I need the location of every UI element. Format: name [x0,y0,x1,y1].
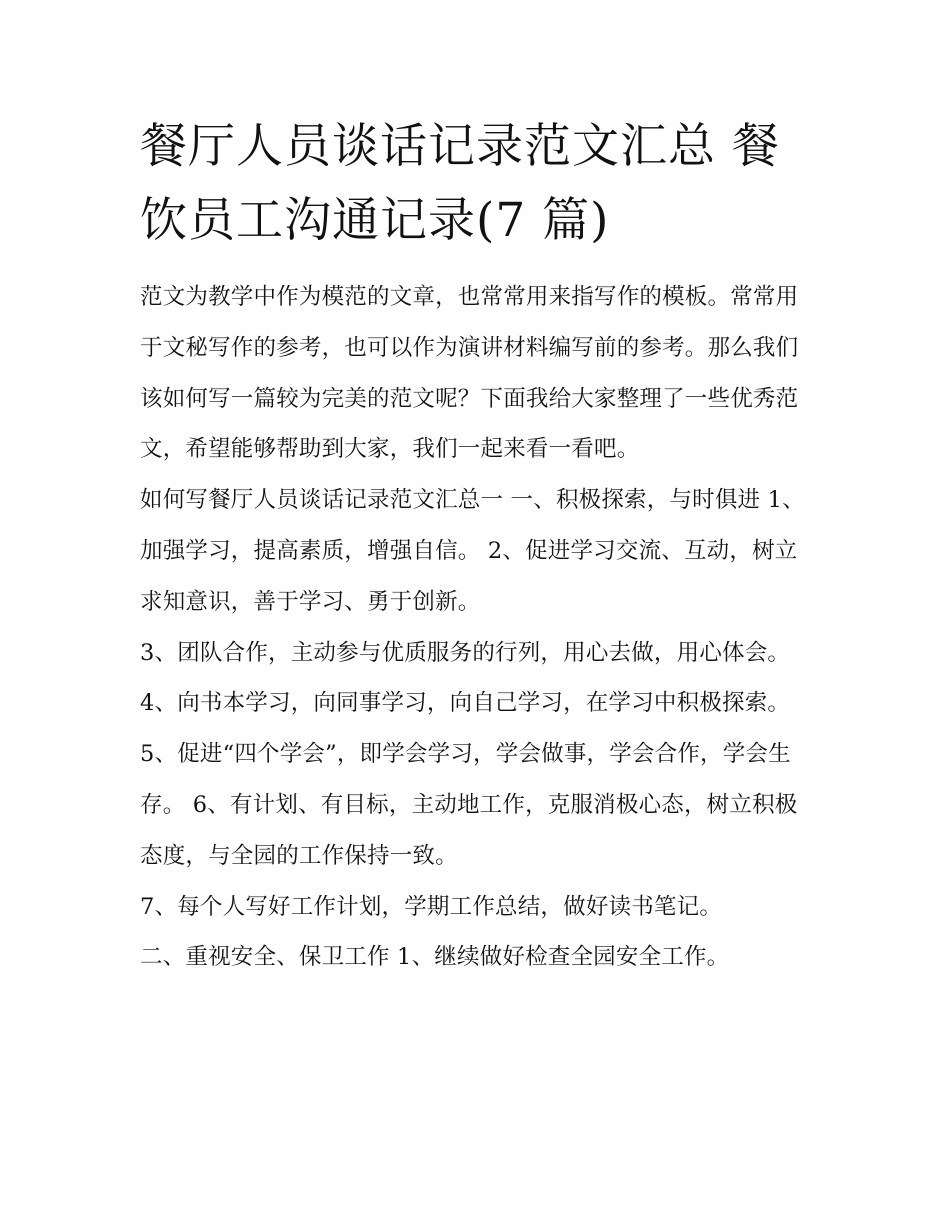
paragraph-section-2-start: 二、重视安全、保卫工作 1、继续做好检查全园安全工作。 [140,944,730,971]
paragraph-items-5-6: 5、促进“四个学会”，即学会学习，学会做事，学会合作，学会生存。 6、有计划、有目标，主动地工作，克服消极心态，树立积极态度，与全园的工作保持一致。 [140,741,798,869]
paragraph-item-7: 7、每个人写好工作计划，学期工作总结，做好读书笔记。 [140,893,723,920]
paragraph-items-3-4: 3、团队合作，主动参与优质服务的行列，用心去做，用心体会。 4、向书本学习，向同事学习，向自己学习，在学习中积极探索。 [140,639,791,717]
paragraph-section-1-start: 如何写餐厅人员谈话记录范文汇总一 一、积极探索，与时俱进 1、加强学习，提高素质，增强自信。 2、促进学习交流、互动，树立求知意识，善于学习、勇于创新。 [140,487,805,615]
paragraph-intro: 范文为教学中作为模范的文章，也常常用来指写作的模板。常常用于文秘写作的参考，也可以作为演讲材料编写前的参考。那么我们该如何写一篇较为完美的范文呢？下面我给大家整理了一些优秀范文，希望能够帮助到大家，我们一起来看一看吧。 [140,284,799,463]
document-body [140,272,812,983]
document-content [140,110,812,983]
document-title: 餐厅人员谈话记录范文汇总 餐饮员工沟通记录(7 篇) [140,119,780,248]
